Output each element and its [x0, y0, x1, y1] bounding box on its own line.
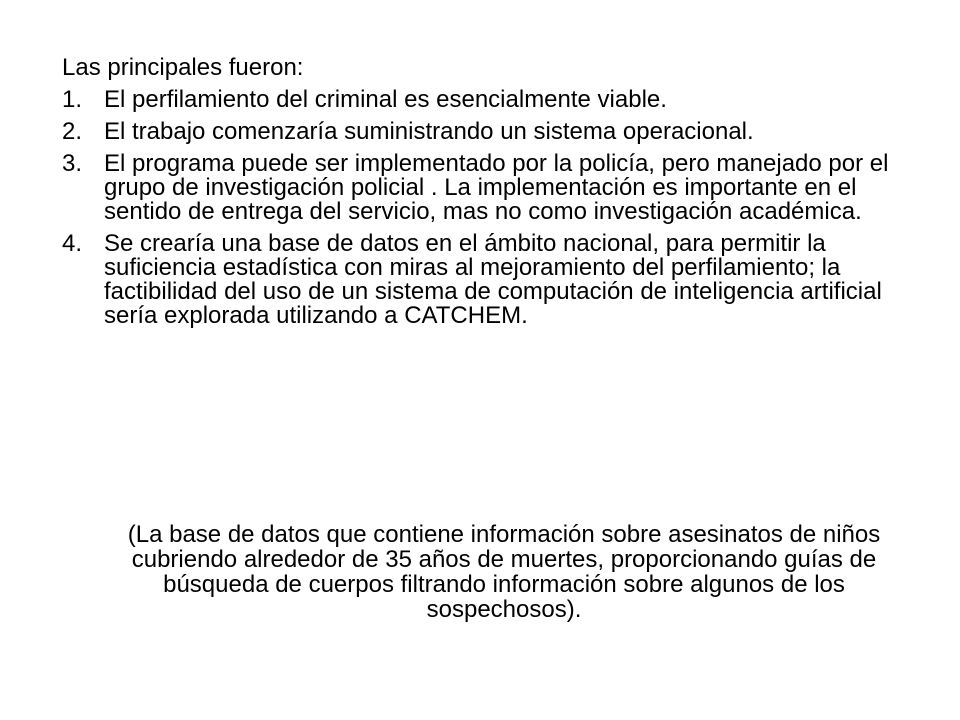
item-number: 1. [62, 86, 83, 113]
item-text: El perfilamiento del criminal es esencialmente viable. [104, 86, 667, 113]
finding-item-4 [62, 232, 908, 328]
item-text: Se crearía una base de datos en el ámbito nacional, para permitir la suficiencia estadística con miras al mejoramiento del perfilamiento; la factibilidad del uso de un sistema de computación de inteligencia artificial sería explorada utilizando a CATCHEM. [104, 230, 882, 329]
item-number: 4. [62, 230, 83, 257]
item-text: El trabajo comenzaría suministrando un sistema operacional. [104, 118, 754, 145]
findings-list [62, 88, 908, 336]
finding-item-1 [62, 88, 908, 112]
item-number: 2. [62, 118, 83, 145]
item-number: 3. [62, 150, 83, 177]
finding-item-3 [62, 152, 908, 224]
finding-item-2 [62, 120, 908, 144]
intro-text: Las principales fueron: [62, 54, 304, 81]
database-note: (La base de datos que contiene información sobre asesinatos de niños cubriendo alrededor de 35 años de muertes, proporcionando guías de búsqueda de cuerpos filtrando información sobre algunos de los sospechosos). [127, 521, 881, 623]
item-text: El programa puede ser implementado por la policía, pero manejado por el grupo de investigación policial . La implementación es importante en el sentido de entrega del servicio, mas no como investigación académica. [104, 150, 889, 225]
